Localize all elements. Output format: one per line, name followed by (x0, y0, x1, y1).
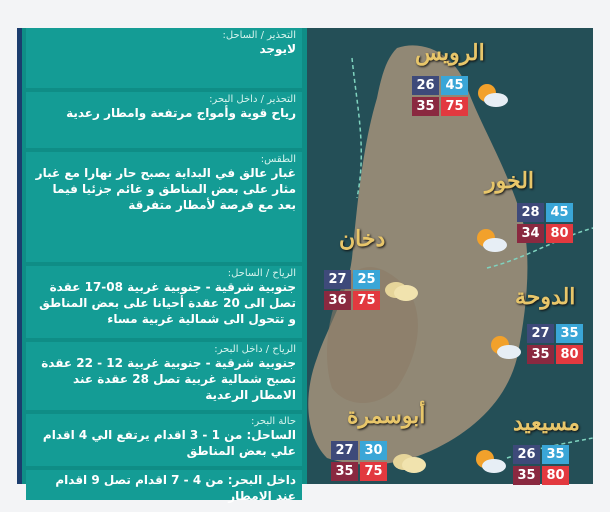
city-label-ruwais: الرويس (415, 40, 485, 66)
min-humidity: 35 (542, 445, 569, 464)
sun-cloud-icon (472, 446, 508, 476)
city-label-abu-samra: أبوسمرة (347, 403, 426, 429)
city-temps-doha (527, 324, 583, 364)
forecast-row-sea-state-offshore (26, 470, 302, 503)
row-body: غبار عالق في البداية يصبح حار نهارا مع غبار مثار على بعض المناطق و غائم جزئيا فيما بعد مع فرصة لأمطار متفرقة (35, 166, 296, 212)
min-temp: 26 (513, 445, 540, 464)
city-label-mesaieed: مسيعيد (513, 410, 580, 436)
city-temps-khor (517, 203, 573, 243)
max-humidity: 80 (542, 466, 569, 485)
forecast-row-coast-warning (26, 28, 302, 88)
sun-cloud-icon (487, 332, 523, 362)
forecast-row-sea-warning (26, 92, 302, 148)
row-body: الساحل: من 1 - 3 اقدام يرتفع الي 4 اقدام علي بعض المناطق (42, 428, 296, 458)
min-temp: 27 (527, 324, 554, 343)
min-humidity: 45 (441, 76, 468, 95)
row-body: رياح قوية وأمواج مرتفعة وامطار رعدية (66, 106, 296, 120)
row-title: التحذير / الساحل: (222, 30, 296, 41)
max-temp: 35 (331, 462, 358, 481)
city-label-doha: الدوحة (515, 284, 576, 310)
forecast-panel (22, 28, 307, 503)
forecast-row-sea-state (26, 414, 302, 466)
row-body: جنوبية شرقية - جنوبية غربية 12 - 22 عقدة تصبح شمالية غربية تصل 28 عقدة عند الامطار الرعدية (41, 356, 296, 402)
row-body: داخل البحر: من 4 - 7 اقدام تصل 9 اقدام عند الامطار (55, 473, 296, 503)
min-humidity: 45 (546, 203, 573, 222)
max-humidity: 80 (556, 345, 583, 364)
max-temp: 34 (517, 224, 544, 243)
max-temp: 35 (513, 466, 540, 485)
min-temp: 27 (324, 270, 351, 289)
city-temps-dukhan (324, 270, 380, 310)
min-humidity: 25 (353, 270, 380, 289)
cloud-icon (383, 274, 419, 304)
min-temp: 26 (412, 76, 439, 95)
forecast-row-wind-sea (26, 342, 302, 410)
max-temp: 35 (527, 345, 554, 364)
forecast-row-wind-coast (26, 266, 302, 338)
max-humidity: 75 (353, 291, 380, 310)
min-temp: 27 (331, 441, 358, 460)
row-title: التحذير / داخل البحر: (209, 94, 296, 105)
min-humidity: 30 (360, 441, 387, 460)
max-humidity: 75 (360, 462, 387, 481)
row-title: الطقس: (260, 154, 296, 165)
sun-cloud-icon (473, 225, 509, 255)
city-label-khor: الخور (485, 168, 535, 194)
row-body: لايوجد (259, 42, 296, 56)
city-temps-ruwais (412, 76, 468, 116)
city-label-dukhan: دخان (339, 226, 386, 252)
sun-cloud-icon (474, 80, 510, 110)
city-temps-abu-samra (331, 441, 387, 481)
max-humidity: 80 (546, 224, 573, 243)
weather-infographic (17, 28, 593, 503)
row-title: الرياح / الساحل: (227, 268, 296, 279)
row-title: حالة البحر: (251, 416, 296, 427)
max-humidity: 75 (441, 97, 468, 116)
min-humidity: 35 (556, 324, 583, 343)
row-title: الرياح / داخل البحر: (214, 344, 296, 355)
max-temp: 35 (412, 97, 439, 116)
row-body: جنوبية شرقية - جنوبية غربية 08-17 عقدة تصل الى 20 عقدة أحيانا على بعض المناطق و تتحول الى شمالية غربية مساء (39, 280, 296, 326)
min-temp: 28 (517, 203, 544, 222)
max-temp: 36 (324, 291, 351, 310)
forecast-row-weather (26, 152, 302, 262)
city-temps-mesaieed (513, 445, 569, 485)
cloud-icon (391, 446, 427, 476)
